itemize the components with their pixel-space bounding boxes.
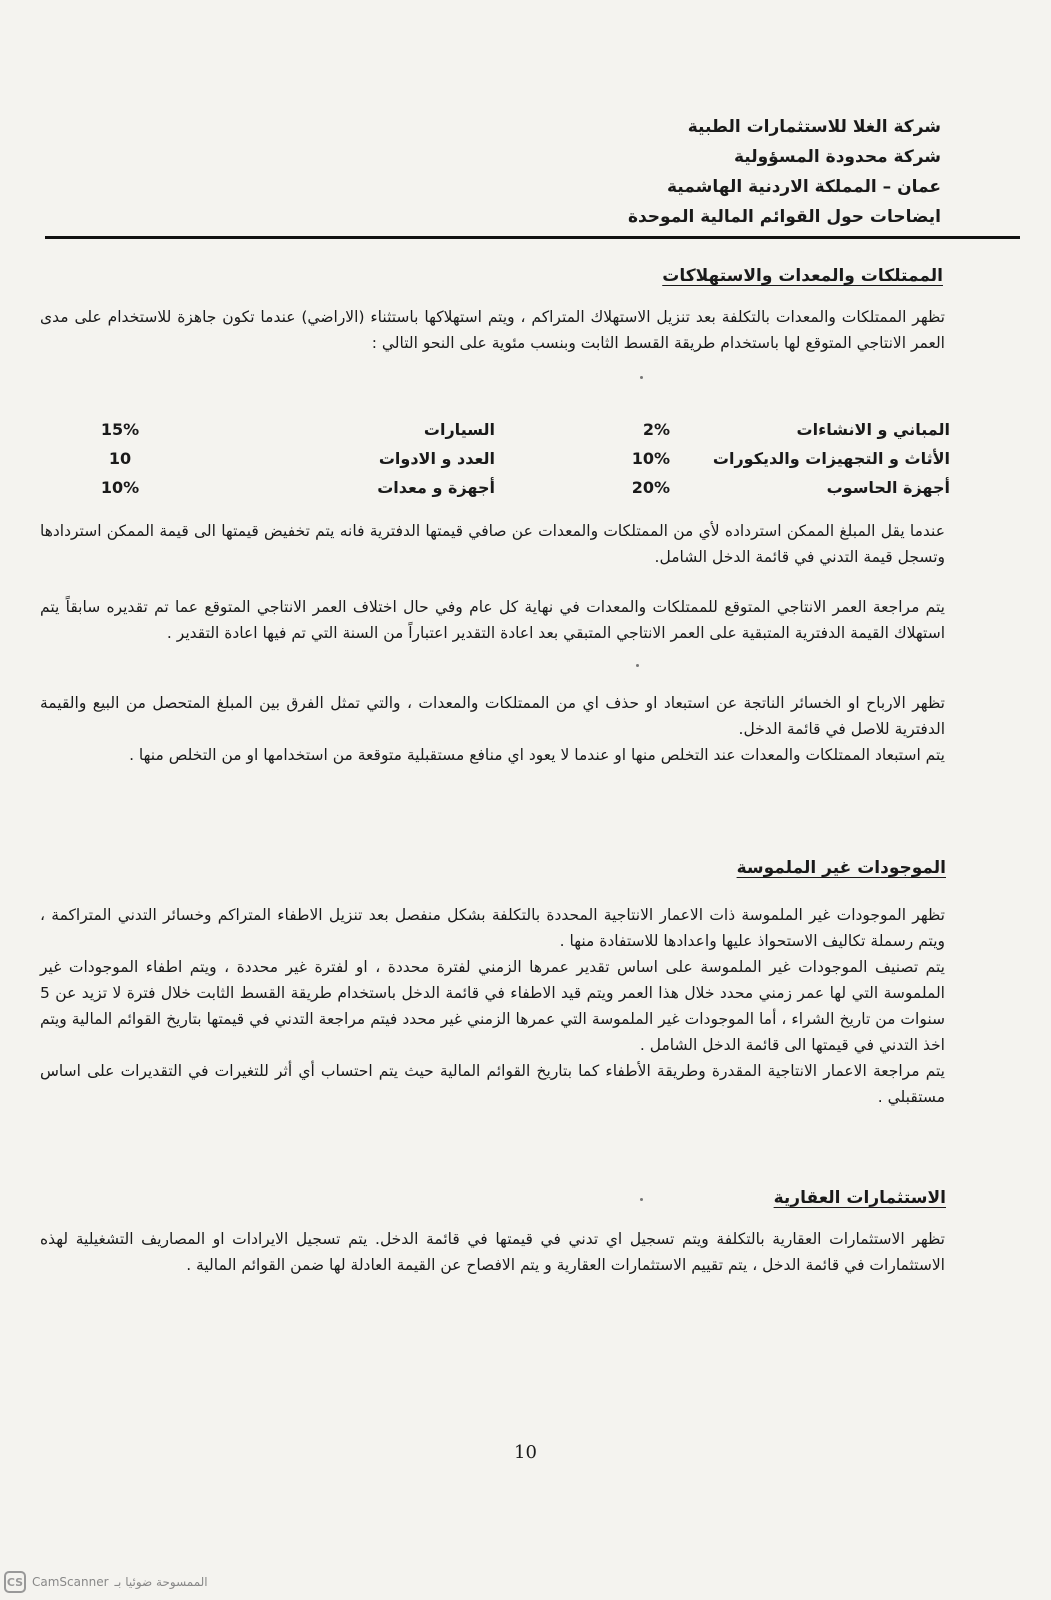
ppe-impairment-paragraph: عندما يقل المبلغ الممكن استرداده لأي من الممتلكات والمعدات عن صافي قيمتها الدفترية فانه يتم تخفيض قيمتها الى قيمة الممكن استردادها وتسجل قيمة التدني في قائمة الدخل الشامل. (40, 522, 945, 566)
scanner-watermark (0, 1564, 264, 1600)
company-name: شركة الغلا للاستثمارات الطبية (687, 117, 941, 137)
asset-rate: 15% (100, 420, 140, 439)
ppe-disposal-gains-paragraph: تظهر الارباح او الخسائر الناتجة عن استبعاد او حذف اي من الممتلكات والمعدات ، والتي تمثل الفرق بين المبلغ المتحصل من البيع والقيمة الدفترية للاصل في قائمة الدخل. (40, 694, 945, 738)
asset-label: أجهزة الحاسوب (826, 478, 950, 497)
document-subtitle: ايضاحات حول القوائم المالية الموحدة (627, 207, 941, 227)
camscanner-app-name: CamScanner (32, 1575, 109, 1589)
intangibles-paragraph-2: يتم تصنيف الموجودات غير الملموسة على اساس تقدير عمرها الزمني لفترة محددة ، او لفترة غير محددة ، ويتم اطفاء الموجودات غير الملموسة التي لها عمر زمني محدد خلال هذا العمر ويتم قيد الاطفاء في قائمة الدخل باستخدام طريقة القسط الثابت خلال فترة لا تزيد عن 5 سنوات من تاريخ الشراء ، أما الموجودات غير الملموسة التي عمرها الزمني غير محدد فيتم مراجعة التدني في قيمتها بتاريخ القوائم المالية ويتم اخذ التدني في قيمتها الى قائمة الدخل الشامل . (40, 958, 945, 1054)
asset-label: العدد و الادوات (378, 449, 495, 468)
asset-rate: 10% (631, 449, 670, 468)
company-location: عمان – المملكة الاردنية الهاشمية (666, 177, 941, 197)
asset-rate: 10% (100, 478, 140, 497)
depreciation-rates-table (70, 420, 950, 507)
ppe-derecognition-paragraph: يتم استبعاد الممتلكات والمعدات عند التخلص منها او عندما لا يعود اي منافع مستقبلية متوقعة من استخدامها او من التخلص منها . (129, 746, 945, 764)
rate-row (70, 420, 950, 449)
ppe-intro: تظهر الممتلكات والمعدات بالتكلفة بعد تنزيل الاستهلاك المتراكم ، ويتم استهلاكها باستثناء (الاراضي) عندما تكون جاهزة للاستخدام على مدى العمر الانتاجي المتوقع لها باستخدام طريقة القسط الثابت وبنسب مئوية على النحو التالي : (40, 308, 945, 352)
investment-property-paragraph: تظهر الاستثمارات العقارية بالتكلفة ويتم تسجيل اي تدني في قيمتها في قائمة الدخل. يتم تسجيل الايرادات او المصاريف التشغيلية لهذه الاستثمارات في قائمة الدخل ، يتم تقييم الاستثمارات العقارية و يتم الافصاح عن القيمة العادلة لها ضمن القوائم المالية . (40, 1230, 945, 1274)
asset-label: الأثاث و التجهيزات والديكورات (712, 449, 950, 468)
camscanner-logo-icon: CS (4, 1571, 26, 1593)
scan-speck (640, 376, 643, 379)
ppe-useful-life-paragraph: يتم مراجعة العمر الانتاجي المتوقع للممتلكات والمعدات في نهاية كل عام وفي حال اختلاف العمر الانتاجي المتوقع عما تم تقديره سابقاً يتم استهلاك القيمة الدفترية المتبقية على العمر الانتاجي المتبقي بعد اعادة التقدير اعتباراً من السنة التي تم فيها اعادة التقدير . (40, 598, 945, 642)
scanned-with-label: الممسوحة ضوئيا بـ (114, 1575, 208, 1589)
asset-rate: 10 (108, 449, 132, 468)
investment-property-section-title: الاستثمارات العقارية (773, 1188, 946, 1208)
scan-speck (636, 664, 639, 667)
intangibles-paragraph-3: يتم مراجعة الاعمار الانتاجية المقدرة وطريقة الأطفاء كما بتاريخ القوائم المالية حيث يتم احتساب أي أثر للتغيرات في التقديرات على اساس مستقبلي . (40, 1062, 945, 1106)
intangibles-paragraph-1: تظهر الموجودات غير الملموسة ذات الاعمار الانتاجية المحددة بالتكلفة بشكل منفصل بعد تنزيل الاطفاء المتراكم وخسائر التدني المتراكمة ، ويتم رسملة تكاليف الاستحواذ عليها واعدادها للاستفادة منها . (40, 906, 945, 950)
ppe-section-title: الممتلكات والمعدات والاستهلاكات (662, 266, 943, 286)
asset-label: المباني و الانشاءات (796, 420, 950, 439)
page-number: 10 (514, 1442, 537, 1463)
intangibles-section-title: الموجودات غير الملموسة (736, 858, 946, 878)
asset-label: أجهزة و معدات (377, 478, 495, 497)
scan-speck (640, 1198, 643, 1201)
asset-rate: 2% (642, 420, 670, 439)
header-divider (45, 236, 1020, 239)
rate-row (70, 449, 950, 478)
asset-label: السيارات (423, 420, 495, 439)
company-header (481, 112, 941, 232)
company-type: شركة محدودة المسؤولية (733, 147, 941, 167)
rate-row (70, 478, 950, 507)
asset-rate: 20% (631, 478, 670, 497)
